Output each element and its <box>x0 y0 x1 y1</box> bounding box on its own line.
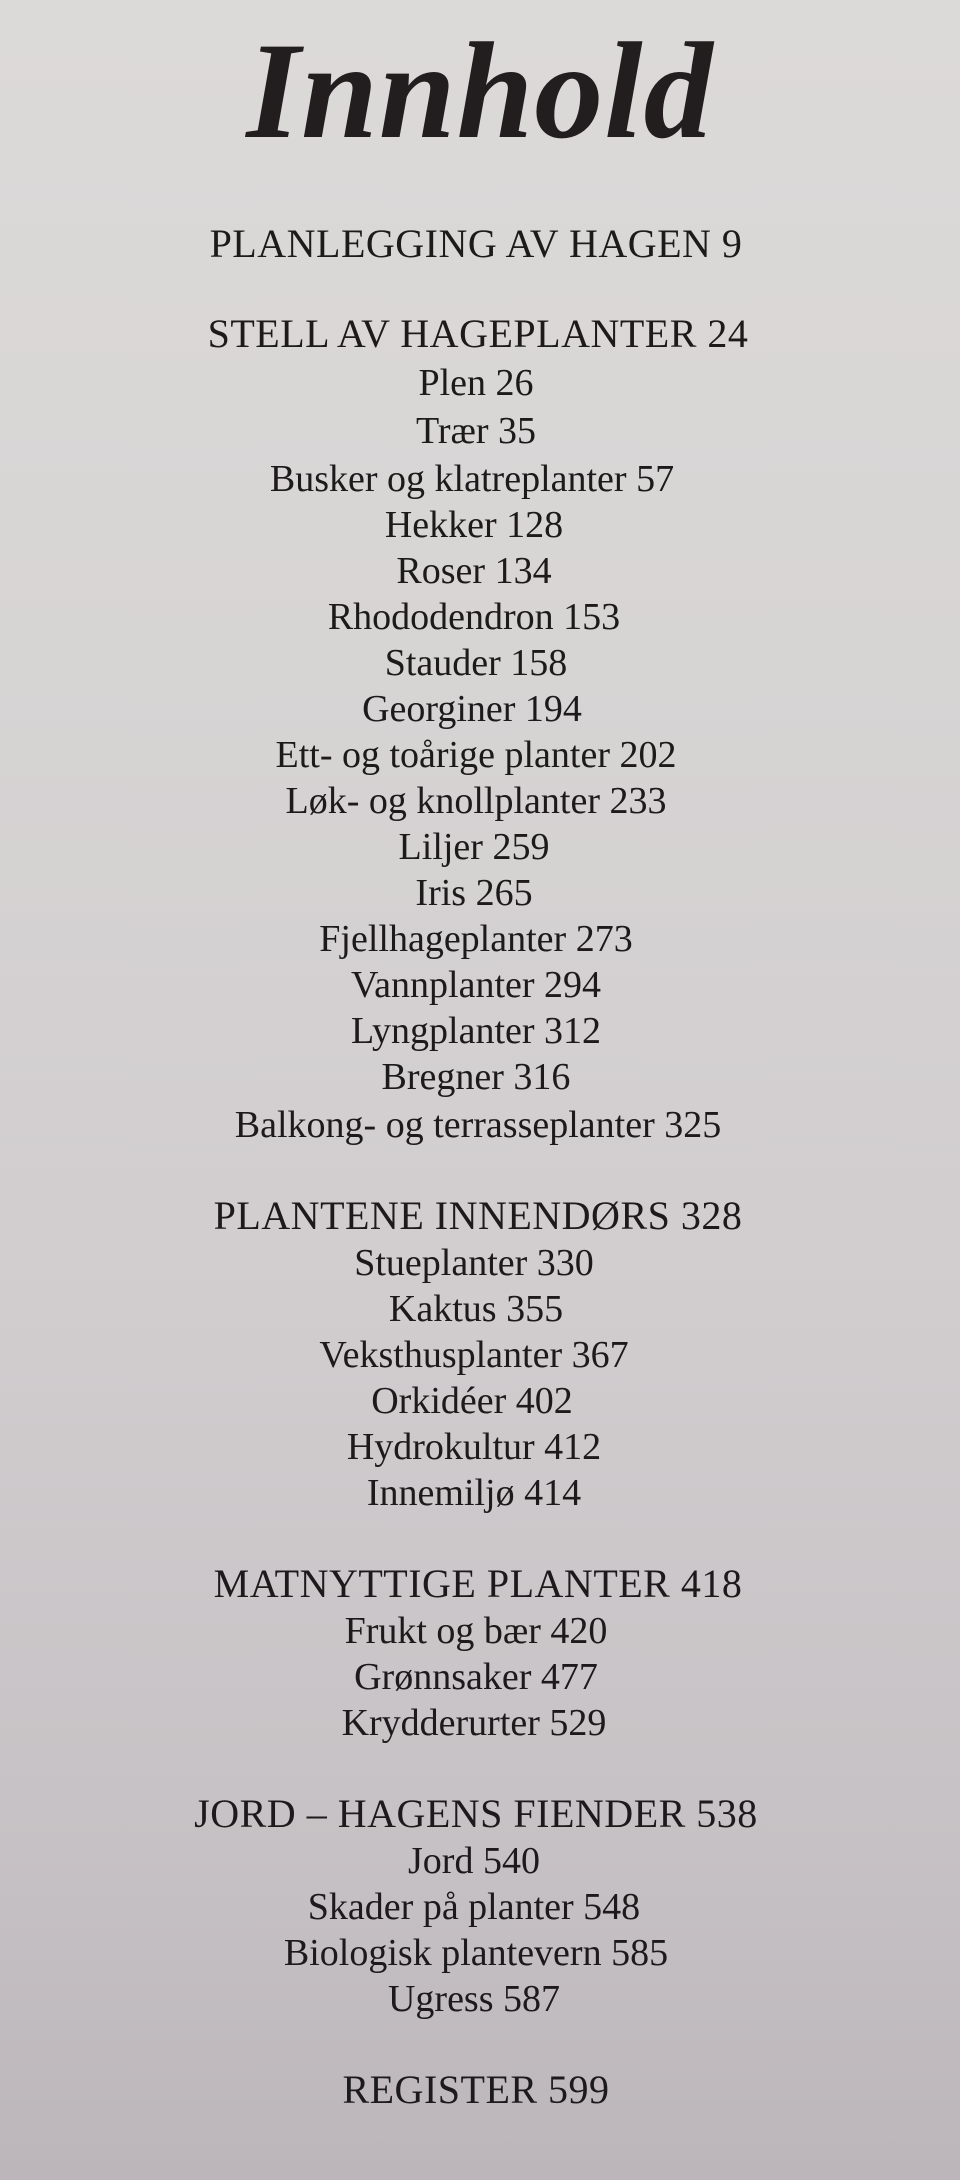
toc-entry: Stauder 158 <box>384 642 568 684</box>
toc-entry: Trær 35 <box>415 410 537 452</box>
toc-section-heading: STELL AV HAGEPLANTER 24 <box>207 311 749 356</box>
toc-entry: Kaktus 355 <box>388 1288 564 1330</box>
toc-entry: Fjellhageplanter 273 <box>319 918 633 960</box>
toc-entry: Biologisk plantevern 585 <box>283 1932 669 1974</box>
toc-entry: Lyngplanter 312 <box>350 1010 602 1052</box>
toc-entry: Stueplanter 330 <box>354 1242 594 1284</box>
toc-entry: Løk- og knollplanter 233 <box>285 780 667 822</box>
toc-section-heading: REGISTER 599 <box>342 2067 610 2112</box>
toc-entry: Roser 134 <box>396 550 552 592</box>
toc-entry: Grønnsaker 477 <box>354 1656 598 1698</box>
toc-entry: Bregner 316 <box>381 1056 571 1098</box>
toc-entry: Orkidéer 402 <box>371 1380 573 1422</box>
toc-entry: Ett- og toårige planter 202 <box>275 734 677 776</box>
toc-entry: Iris 265 <box>415 872 533 914</box>
toc-section-heading: JORD – HAGENS FIENDER 538 <box>194 1791 758 1836</box>
toc-entry: Hydrokultur 412 <box>346 1426 602 1468</box>
toc-entry: Ugress 587 <box>387 1978 561 2020</box>
toc-entry: Krydderurter 529 <box>341 1702 607 1744</box>
toc-entry: Jord 540 <box>408 1840 540 1882</box>
toc-entry: Skader på planter 548 <box>307 1886 641 1928</box>
toc-entry: Vannplanter 294 <box>350 964 602 1006</box>
toc-entry: Innemiljø 414 <box>366 1472 582 1514</box>
toc-entry: Balkong- og terrasseplanter 325 <box>234 1104 722 1146</box>
toc-entry: Veksthusplanter 367 <box>319 1334 629 1376</box>
toc-entry: Rhododendron 153 <box>327 596 621 638</box>
toc-section-heading: MATNYTTIGE PLANTER 418 <box>213 1561 743 1606</box>
toc-entry: Busker og klatreplanter 57 <box>269 458 675 500</box>
toc-section-heading: PLANTENE INNENDØRS 328 <box>213 1193 743 1238</box>
toc-section-heading: PLANLEGGING AV HAGEN 9 <box>209 221 743 266</box>
toc-entry: Frukt og bær 420 <box>344 1610 608 1652</box>
toc-entry: Plen 26 <box>418 362 534 404</box>
toc-entry: Hekker 128 <box>384 504 564 546</box>
toc-entry: Georginer 194 <box>362 688 582 730</box>
page-title: Innhold <box>246 14 714 167</box>
toc-entry: Liljer 259 <box>398 826 550 868</box>
